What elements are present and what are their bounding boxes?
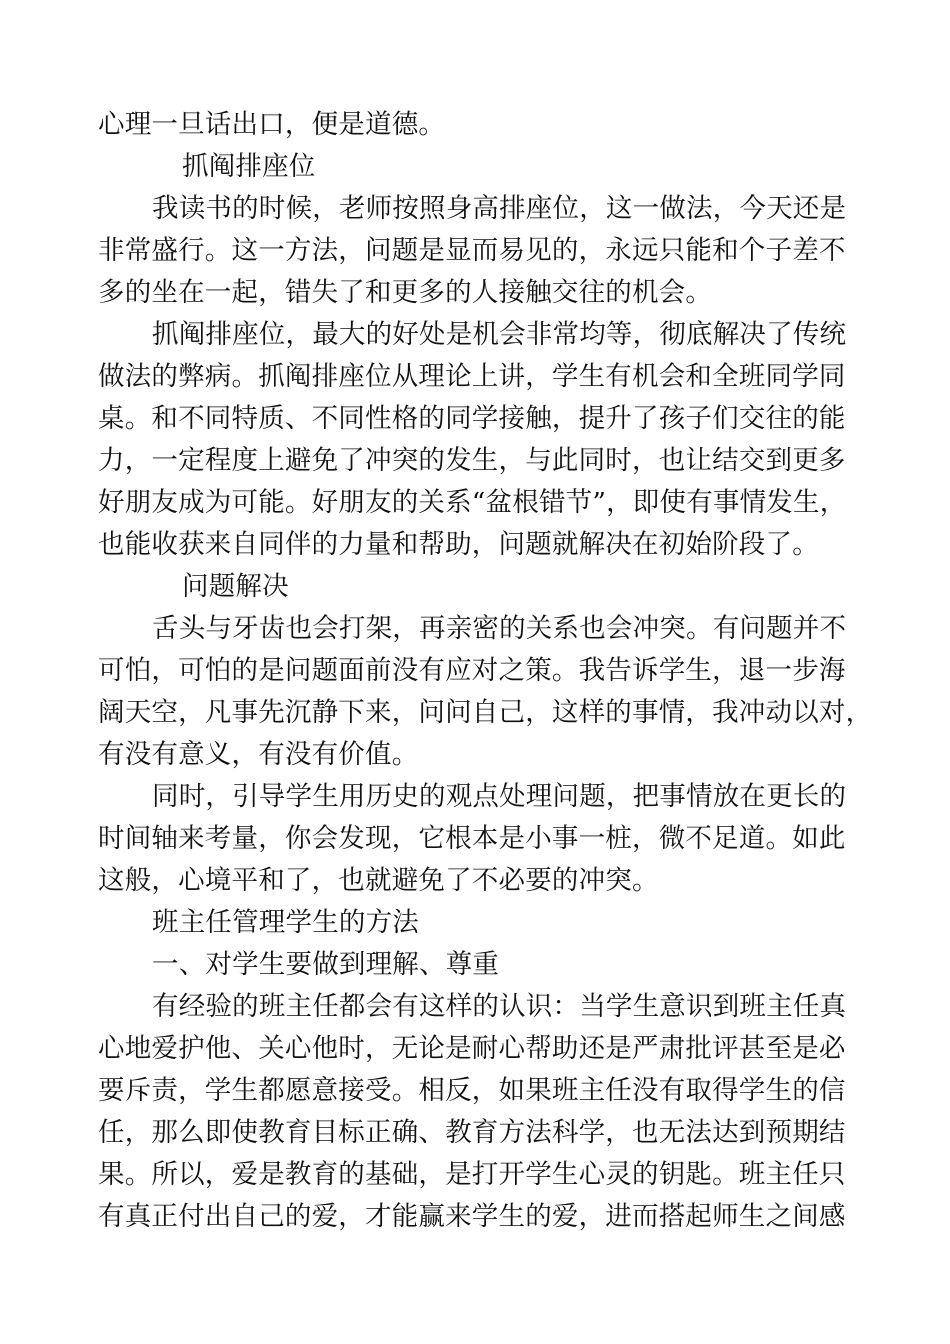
paragraph-first-line: 我读书的时候，老师按照身高排座位，这一做法，今天还是 (152, 193, 847, 224)
text-line: 做法的弊病。抓阄排座位从理论上讲，学生有机会和全班同学同 (98, 361, 846, 392)
section-heading: 班主任管理学生的方法 (152, 907, 419, 938)
text-line: 可怕，可怕的是问题面前没有应对之策。我告诉学生，退一步海 (98, 655, 846, 686)
text-line: 多的坐在一起，错失了和更多的人接触交往的机会。 (98, 277, 713, 308)
section-heading: 问题解决 (182, 571, 289, 602)
text-line: 阔天空，凡事先沉静下来，问问自己，这样的事情，我冲动以对， (98, 697, 873, 728)
section-heading: 抓阄排座位 (182, 151, 316, 182)
subsection-heading: 一、对学生要做到理解、尊重 (152, 949, 500, 980)
text-line: 时间轴来考量，你会发现，它根本是小事一桩，微不足道。如此 (98, 823, 846, 854)
text-line: 好朋友成为可能。好朋友的关系“盆根错节”，即使有事情发生， (98, 487, 847, 518)
document-body (98, 104, 873, 1238)
paragraph-first-line: 抓阄排座位，最大的好处是机会非常均等，彻底解决了传统 (152, 319, 847, 350)
text-line: 也能收获来自同伴的力量和帮助，问题就解决在初始阶段了。 (98, 529, 819, 560)
text-line: 力，一定程度上避免了冲突的发生，与此同时，也让结交到更多 (98, 445, 846, 476)
text-line: 桌。和不同特质、不同性格的同学接触，提升了孩子们交往的能 (98, 403, 846, 434)
text-line: 这般，心境平和了，也就避免了不必要的冲突。 (98, 865, 659, 896)
text-line: 心理一旦话出口，便是道德。 (98, 109, 446, 140)
text-line: 非常盛行。这一方法，问题是显而易见的，永远只能和个子差不 (98, 235, 846, 266)
text-line: 任，那么即使教育目标正确、教育方法科学，也无法达到预期结 (98, 1117, 846, 1148)
text-line: 心地爱护他、关心他时，无论是耐心帮助还是严肃批评甚至是必 (98, 1033, 846, 1064)
text-line: 果。所以，爱是教育的基础，是打开学生心灵的钥匙。班主任只 (98, 1159, 846, 1190)
paragraph-first-line: 有经验的班主任都会有这样的认识：当学生意识到班主任真 (152, 991, 847, 1022)
paragraph-first-line: 同时，引导学生用历史的观点处理问题，把事情放在更长的 (152, 781, 847, 812)
text-line: 有没有意义，有没有价值。 (98, 739, 419, 770)
text-line: 有真正付出自己的爱，才能赢来学生的爱，进而搭起师生之间感 (98, 1201, 846, 1232)
paragraph-first-line: 舌头与牙齿也会打架，再亲密的关系也会冲突。有问题并不 (152, 613, 847, 644)
text-line: 要斥责，学生都愿意接受。相反，如果班主任没有取得学生的信 (98, 1075, 846, 1106)
